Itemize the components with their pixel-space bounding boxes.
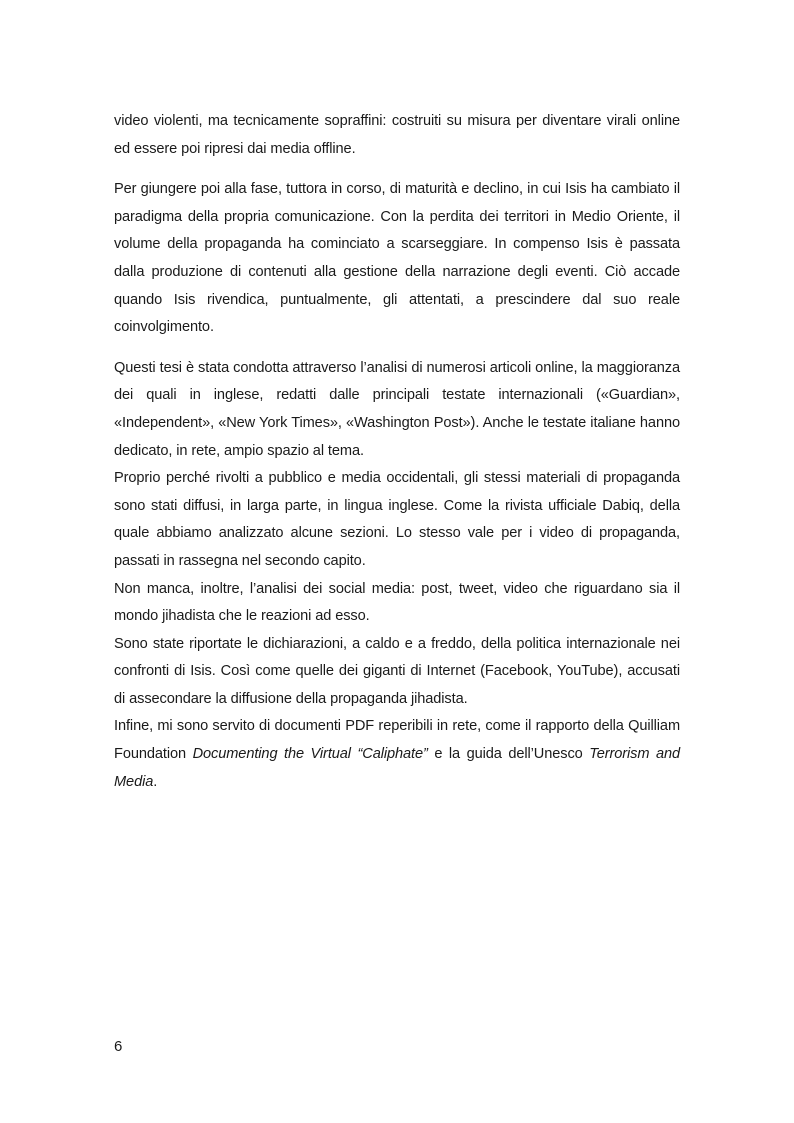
- paragraph-6: Sono state riportate le dichiarazioni, a caldo e a freddo, della politica internazionale nei confronti di Isis. Così come quelle dei giganti di Internet (Facebook, YouTube), accusati di assecondare la diffusione della propaganda jihadista.: [114, 635, 680, 707]
- paragraph-7-text-1: Infine, mi sono servito di documenti PDF reperibili in rete, come il rapporto della Quilliam Foundation: [114, 718, 680, 763]
- document-title-unesco: Terrorism and Media: [114, 746, 681, 790]
- paragraph-7-text-2: e la guida dell’Unesco: [427, 746, 590, 763]
- paragraph-2: Per giungere poi alla fase, tuttora in corso, di maturità e declino, in cui Isis ha cambiato il paradigma della propria comunicazione. Con la perdita dei territori in Medio Oriente, il volume della propaganda ha cominciato a scarseggiare. In compenso Isis è passata dalla produzione di contenuti alla gestione della narrazione degli eventi. Ciò accade quando Isis rivendica, puntualmente, gli attentati, a prescindere dal suo reale coinvolgimento.: [114, 181, 680, 336]
- page-number: 6: [114, 1038, 123, 1055]
- paragraph-3: Questi tesi è stata condotta attraverso l’analisi di numerosi articoli online, la maggioranza dei quali in inglese, redatti dalle principali testate internazionali («Guardian», «Independent», «New York Times», «Washington Post»). Anche le testate italiane hanno dedicato, in rete, ampio spazio al tema.: [114, 359, 680, 459]
- page-body: [114, 108, 680, 796]
- document-title-quilliam: Documenting the Virtual “Caliphate”: [192, 746, 428, 763]
- paragraph-5: Non manca, inoltre, l’analisi dei social media: post, tweet, video che riguardano sia il mondo jihadista che le reazioni ad esso.: [114, 580, 680, 625]
- paragraph-4: Proprio perché rivolti a pubblico e media occidentali, gli stessi materiali di propaganda sono stati diffusi, in larga parte, in lingua inglese. Come la rivista ufficiale Dabiq, della quale abbiamo analizzato alcune sezioni. Lo stesso vale per i video di propaganda, passati in rassegna nel secondo capito.: [114, 470, 680, 569]
- paragraph-7-text-3: .: [153, 773, 158, 790]
- paragraph-1: video violenti, ma tecnicamente sopraffini: costruiti su misura per diventare virali online ed essere poi ripresi dai media offline.: [114, 113, 680, 157]
- paragraph-7: [114, 713, 680, 796]
